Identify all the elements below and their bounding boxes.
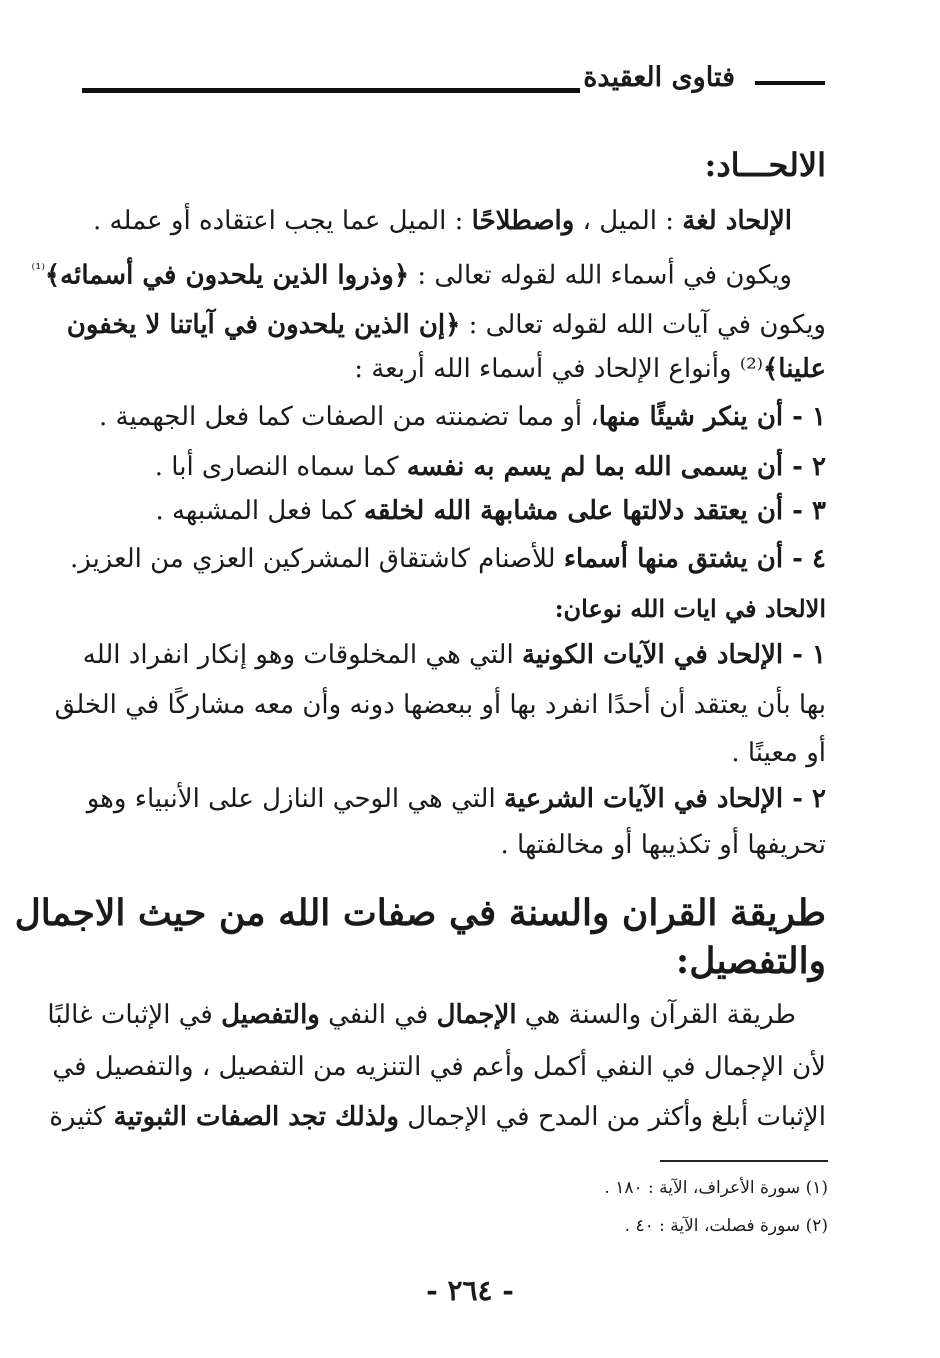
footnote-number: (٢) xyxy=(805,1216,828,1236)
paragraph-line xyxy=(52,1052,826,1082)
text-run: لأن الإجمال في النفي أكمل وأعم في التنزيه من التفصيل ، والتفصيل في xyxy=(52,1052,826,1082)
footnote-item xyxy=(625,1216,828,1236)
text-run: ويكون في أسماء الله لقوله تعالى : xyxy=(409,260,792,291)
footnote-text: سورة فصلت، الآية : ٤٠ . xyxy=(624,1216,801,1236)
footnote-text: سورة الأعراف، الآية : ١٨٠ . xyxy=(604,1178,801,1198)
list-item xyxy=(70,544,826,574)
list-item xyxy=(87,784,826,814)
text-run: كثيرة xyxy=(49,1102,114,1132)
footnotes xyxy=(428,1170,828,1250)
section-heading-ilhad: الالحـــاد: xyxy=(704,146,826,184)
paragraph-line xyxy=(55,690,826,720)
paragraph-line xyxy=(354,354,826,384)
bold-phrase: ٢ - الإلحاد في الآيات الشرعية xyxy=(503,784,826,814)
text-run: الإثبات أبلغ وأكثر من المدح في الإجمال xyxy=(398,1102,826,1132)
bold-phrase: الإلحاد لغة xyxy=(682,206,792,236)
list-item xyxy=(99,402,826,432)
quran-quote: ﴿إن الذين يلحدون في آياتنا لا يخفون xyxy=(66,310,461,340)
bold-phrase: ١ - الإلحاد في الآيات الكونية xyxy=(521,640,826,670)
text-run: كما فعل المشبهه . xyxy=(155,496,364,526)
section-heading-method: طريقة القران والسنة في صفات الله من حيث الاجمال xyxy=(14,892,826,934)
list-item xyxy=(155,496,826,526)
text-run: طريقة القرآن والسنة هي xyxy=(516,1000,796,1030)
paragraph-line xyxy=(93,206,792,236)
header-title: فتاوى العقيدة xyxy=(583,62,735,93)
text-run: كما سماه النصارى أبا . xyxy=(154,452,407,482)
text-run: ، أو مما تضمنته من الصفات كما فعل الجهمية . xyxy=(98,402,599,432)
footnote-ref: ⁽¹⁾ xyxy=(31,260,45,278)
paragraph-line xyxy=(49,1102,826,1132)
quran-quote: ﴿وذروا الذين يلحدون في أسمائه﴾ xyxy=(44,260,410,291)
bold-phrase: الإجمال xyxy=(436,1000,517,1030)
text-run: : الميل ، xyxy=(574,206,683,236)
quran-quote: علينا﴾ xyxy=(763,354,826,384)
text-run: التي هي المخلوقات وهو إنكار انفراد الله xyxy=(82,640,522,670)
text-run: للأصنام كاشتقاق المشركين العزي من العزيز. xyxy=(69,544,564,574)
paragraph-line xyxy=(731,738,826,768)
bold-phrase: ٤ - أن يشتق منها أسماء xyxy=(563,544,826,574)
text-run: التي هي الوحي النازل على الأنبياء وهو xyxy=(86,784,504,814)
bold-phrase: ١ - أن ينكر شيئًا منها xyxy=(598,402,826,432)
bold-phrase: ٣ - أن يعتقد دلالتها على مشابهة الله لخلقه xyxy=(363,496,826,526)
bold-phrase: ولذلك تجد الصفات الثبوتية xyxy=(113,1102,399,1132)
text-run: تحريفها أو تكذيبها أو مخالفتها . xyxy=(500,830,826,860)
text-run: : الميل عما يجب اعتقاده أو عمله . xyxy=(93,206,472,236)
paragraph-line xyxy=(67,310,826,340)
footnote-separator xyxy=(660,1160,828,1162)
bold-phrase: ٢ - أن يسمى الله بما لم يسم به نفسه xyxy=(406,452,826,482)
bold-phrase: واصطلاحًا xyxy=(471,206,575,236)
bold-phrase: والتفصيل xyxy=(221,1000,320,1030)
text-run: في الإثبات غالبًا xyxy=(47,1000,222,1030)
text-run: أو معينًا . xyxy=(731,738,826,768)
text-run: ويكون في آيات الله لقوله تعالى : xyxy=(460,310,826,340)
paragraph-line xyxy=(47,1000,796,1030)
footnote-item xyxy=(604,1178,828,1198)
text-run: بها بأن يعتقد أن أحدًا انفرد بها أو ببعضها دونه وأن معه مشاركًا في الخلق xyxy=(54,690,826,720)
paragraph-line xyxy=(32,260,792,291)
paragraph-line xyxy=(501,830,827,860)
section-heading-method-cont: والتفصيل: xyxy=(675,940,826,982)
main-text xyxy=(14,0,826,1160)
section-subheading: الالحاد في ايات الله نوعان: xyxy=(554,594,826,623)
text-run: في النفي xyxy=(319,1000,437,1030)
list-item xyxy=(155,452,826,482)
footnote-number: (١) xyxy=(805,1178,828,1198)
list-item xyxy=(83,640,826,670)
page-number: - ٢٦٤ - xyxy=(426,1274,514,1307)
text-run: ⁽²⁾ وأنواع الإلحاد في أسماء الله أربعة : xyxy=(354,354,764,384)
